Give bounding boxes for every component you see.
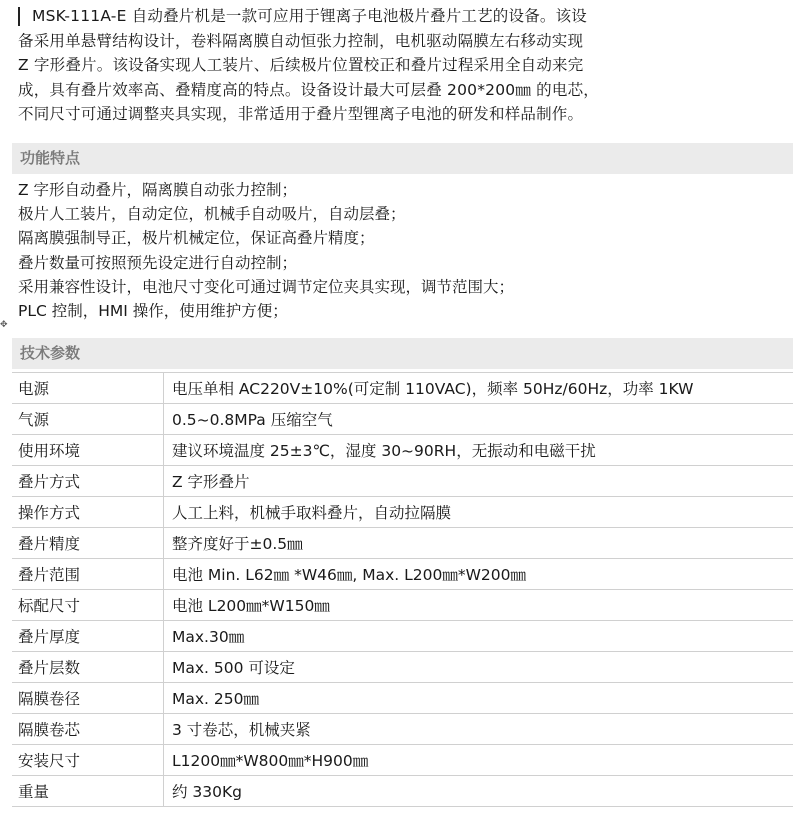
intro-line: 备采用单悬臂结构设计，卷料隔离膜自动恒张力控制，电机驱动隔膜左右移动实现 — [18, 31, 584, 50]
spec-key: 重量 — [12, 776, 164, 807]
table-row — [12, 373, 793, 404]
feature-item: Z 字形自动叠片，隔离膜自动张力控制； — [18, 181, 298, 199]
spec-value: 0.5~0.8MPa 压缩空气 — [164, 404, 793, 435]
table-row — [12, 621, 793, 652]
intro-paragraph — [18, 4, 698, 127]
spec-key: 隔膜卷芯 — [12, 714, 164, 745]
spec-key: 叠片精度 — [12, 528, 164, 559]
table-row — [12, 590, 793, 621]
table-row — [12, 714, 793, 745]
table-row — [12, 435, 793, 466]
table-row — [12, 745, 793, 776]
spec-key: 安装尺寸 — [12, 745, 164, 776]
spec-value: Max.30㎜ — [164, 621, 793, 652]
table-row — [12, 652, 793, 683]
features-heading: 功能特点 — [12, 143, 793, 174]
spec-value: 建议环境温度 25±3℃，湿度 30~90RH，无振动和电磁干扰 — [164, 435, 793, 466]
spec-value: 约 330Kg — [164, 776, 793, 807]
feature-item: PLC 控制，HMI 操作，使用维护方便； — [18, 302, 288, 321]
spec-value: 电压单相 AC220V±10%(可定制 110VAC)，频率 50Hz/60Hz，功率 1KW — [164, 373, 793, 404]
spec-value: 3 寸卷芯，机械夹紧 — [164, 714, 793, 745]
specs-heading: 技术参数 — [12, 338, 793, 369]
feature-item: 叠片数量可按照预先设定进行自动控制； — [18, 253, 298, 272]
table-row — [12, 404, 793, 435]
spec-value: Max. 250㎜ — [164, 683, 793, 714]
spec-key: 操作方式 — [12, 497, 164, 528]
feature-item: 采用兼容性设计，电池尺寸变化可通过调节定位夹具实现，调节范围大； — [18, 277, 515, 296]
spec-key: 叠片范围 — [12, 559, 164, 590]
feature-item: 极片人工装片，自动定位，机械手自动吸片，自动层叠； — [18, 205, 406, 224]
intro-line: Z 字形叠片。该设备实现人工装片、后续极片位置校正和叠片过程采用全自动来完 — [18, 56, 584, 74]
intro-line: MSK-111A-E 自动叠片机是一款可应用于锂离子电池极片叠片工艺的设备。该设 — [32, 7, 588, 25]
spec-key: 隔膜卷径 — [12, 683, 164, 714]
spec-value: 电池 L200㎜*W150㎜ — [164, 590, 793, 621]
spec-value: 整齐度好于±0.5㎜ — [164, 528, 793, 559]
spec-value: 电池 Min. L62㎜ *W46㎜, Max. L200㎜*W200㎜ — [164, 559, 793, 590]
spec-key: 叠片厚度 — [12, 621, 164, 652]
table-row — [12, 683, 793, 714]
spec-key: 叠片层数 — [12, 652, 164, 683]
intro-line: 不同尺寸可通过调整夹具实现，非常适用于叠片型锂离子电池的研发和样品制作。 — [18, 105, 584, 123]
table-row — [12, 528, 793, 559]
table-row — [12, 497, 793, 528]
spec-value: 人工上料，机械手取料叠片，自动拉隔膜 — [164, 497, 793, 528]
specs-table — [12, 372, 793, 807]
spec-value: L1200㎜*W800㎜*H900㎜ — [164, 745, 793, 776]
table-row — [12, 559, 793, 590]
feature-item: 隔离膜强制导正，极片机械定位，保证高叠片精度； — [18, 229, 375, 248]
spec-key: 电源 — [12, 373, 164, 404]
table-row — [12, 466, 793, 497]
intro-line: 成，具有叠片效率高、叠精度高的特点。设备设计最大可层叠 200*200㎜ 的电芯， — [18, 80, 599, 99]
table-row — [12, 776, 793, 807]
move-icon[interactable]: ✥ — [0, 320, 8, 330]
spec-key: 标配尺寸 — [12, 590, 164, 621]
spec-value: Max. 500 可设定 — [164, 652, 793, 683]
spec-key: 叠片方式 — [12, 466, 164, 497]
features-list — [18, 178, 514, 323]
spec-key: 使用环境 — [12, 435, 164, 466]
spec-value: Z 字形叠片 — [164, 466, 793, 497]
spec-key: 气源 — [12, 404, 164, 435]
